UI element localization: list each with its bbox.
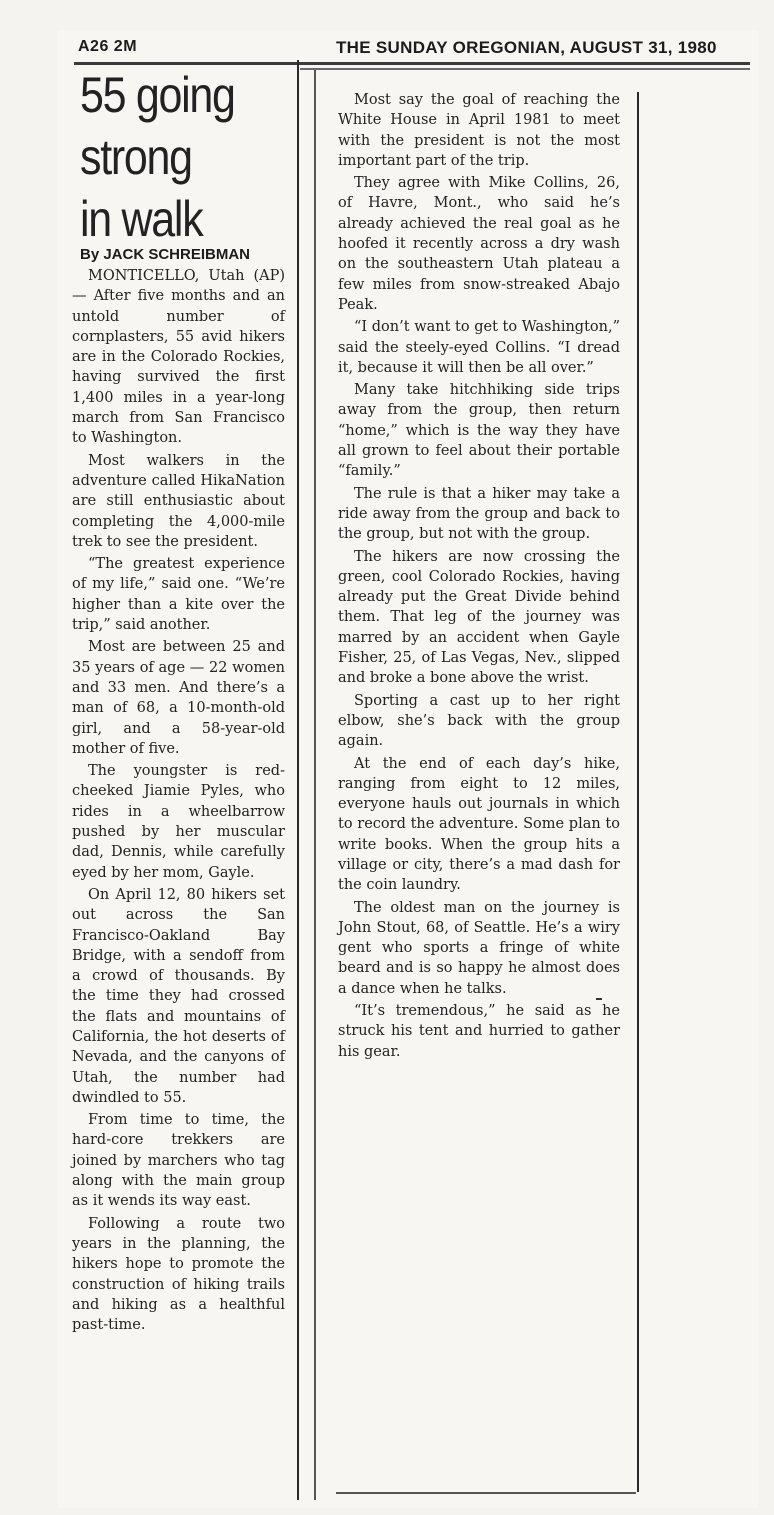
paragraph: Following a route two years in the planning, the hikers hope to promote the construction of hiking trails and hiking as a healthful past-time. <box>72 1215 285 1334</box>
paragraph: The oldest man on the journey is John Stout, 68, of Seattle. He’s a wiry gent who sports a fringe of white beard and is so happy he almost does a dance when he talks. <box>338 899 620 997</box>
column-divider-right <box>637 92 639 1492</box>
article-column-1 <box>72 266 285 1337</box>
paragraph: They agree with Mike Collins, 26, of Havre, Mont., who said he’s already achieved the real goal as he hoofed it recently across a dry wash on the southeastern Utah plateau a few miles from snow-streaked Abajo Peak. <box>338 175 620 313</box>
column-divider-inner <box>314 70 316 1500</box>
headline-line-1: 55 going <box>80 67 235 123</box>
paragraph: The hikers are now crossing the green, cool Colorado Rockies, having already put the Great Divide behind them. That leg of the journey was marred by an accident when Gayle Fisher, 25, of Las Vegas, Nev., slipped and broke a bone above the wrist. <box>338 548 620 687</box>
paragraph: Sporting a cast up to her right elbow, she’s back with the group again. <box>338 692 620 750</box>
paragraph: At the end of each day’s hike, ranging from eight to 12 miles, everyone hauls out journals in which to record the adventure. Some plan to write books. When the group hits a village or city, there’s a mad dash for the coin laundry. <box>338 755 620 894</box>
headline-line-2: strong <box>80 129 192 185</box>
column-divider-left <box>297 60 299 1500</box>
paragraph: Most walkers in the adventure called HikaNation are still enthusiastic about completing the 4,000-mile trek to see the president. <box>72 452 285 550</box>
article-column-2 <box>338 90 620 1064</box>
byline: By JACK SCHREIBMAN <box>80 246 251 263</box>
paragraph: On April 12, 80 hikers set out across the San Francisco-Oakland Bay Bridge, with a sendoff from a crowd of thousands. By the time they had crossed the flats and mountains of California, the hot deserts of Nevada, and the canyons of Utah, the number had dwindled to 55. <box>72 886 285 1106</box>
paragraph: The youngster is red-cheeked Jiamie Pyles, who rides in a wheelbarrow pushed by her muscular dad, Dennis, while carefully eyed by her mom, Gayle. <box>72 763 285 881</box>
paragraph: MONTICELLO, Utah (AP) — After five months and an untold number of cornplasters, 55 avid hikers are in the Colorado Rockies, having survived the first 1,400 miles in a year-long march from San Francisco to Washington. <box>72 268 285 447</box>
paragraph: From time to time, the hard-core trekkers are joined by marchers who tag along with the main group as it wends its way east. <box>72 1112 285 1210</box>
paragraph: Most are between 25 and 35 years of age — 22 women and 33 men. And there’s a man of 68, a 10-month-old girl, and a 58-year-old mother of five. <box>72 639 285 757</box>
paragraph: “I don’t want to get to Washington,” said the steely-eyed Collins. “I dread it, because it will then be all over.” <box>338 319 620 376</box>
paragraph: Many take hitchhiking side trips away from the group, then return “home,” which is the way they have all grown to feel about their portable “family.” <box>338 382 620 480</box>
masthead: THE SUNDAY OREGONIAN, AUGUST 31, 1980 <box>336 38 717 57</box>
paragraph: “It’s tremendous,” he said as he struck his tent and hurried to gather his gear. <box>338 1003 620 1060</box>
headline-line-3: in walk <box>80 191 203 247</box>
bottom-rule <box>336 1492 636 1494</box>
paragraph: The rule is that a hiker may take a ride away from the group and back to the group, but not with the group. <box>338 485 620 543</box>
paragraph: “The greatest experience of my life,” said one. “We’re higher than a kite over the trip,” said another. <box>72 556 285 634</box>
page-number: A26 2M <box>78 38 138 55</box>
paragraph: Most say the goal of reaching the White House in April 1981 to meet with the president is not the most important part of the trip. <box>338 92 620 169</box>
secondary-rule <box>300 68 750 70</box>
headline <box>80 64 269 250</box>
